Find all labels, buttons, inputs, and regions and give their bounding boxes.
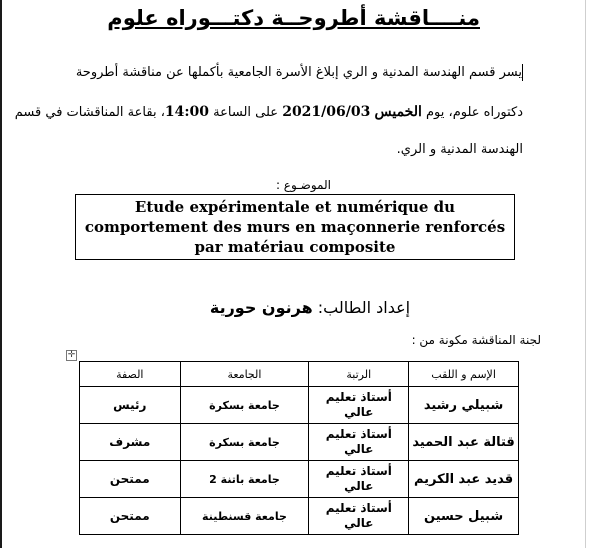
subject-box <box>75 194 515 260</box>
table-row <box>80 387 519 424</box>
header-university: الجامعة <box>180 362 309 387</box>
member-university: جامعة بسكرة <box>180 387 309 424</box>
member-role: رئيس <box>80 387 181 424</box>
defense-time: 14:00 <box>164 104 210 120</box>
member-role: ممتحن <box>80 498 181 535</box>
header-role: الصفة <box>80 362 181 387</box>
member-role: ممتحن <box>80 461 181 498</box>
member-name: شبيل حسين <box>409 498 519 535</box>
member-university: جامعة باتنة 2 <box>180 461 309 498</box>
text-cursor <box>522 64 523 81</box>
page-left-border <box>0 0 2 548</box>
member-university: جامعة قسنطينة <box>180 498 309 535</box>
member-name: قتالة عبد الحميد <box>409 424 519 461</box>
member-role: مشرف <box>80 424 181 461</box>
author-label: إعداد الطالب: <box>317 298 411 317</box>
announcement-line-2 <box>15 104 523 120</box>
jury-header-row <box>80 362 519 387</box>
move-handle-icon[interactable]: ✛ <box>67 350 76 360</box>
member-rank: أستاذ تعليم عالي <box>309 424 409 461</box>
author-line <box>200 298 420 317</box>
defense-date: 2021/06/03 <box>282 104 371 120</box>
page-right-margin-line <box>585 0 586 548</box>
announcement-line-1 <box>76 64 523 81</box>
announcement-text-2c: ، بقاعة المناقشات في قسم <box>14 105 165 120</box>
table-row <box>80 498 519 535</box>
member-name: قديد عبد الكريم <box>409 461 519 498</box>
author-name: هرنون حورية <box>209 298 313 317</box>
member-name: شبيلي رشيد <box>409 387 519 424</box>
header-name: الإسم و اللقب <box>409 362 519 387</box>
member-rank: أستاذ تعليم عالي <box>309 498 409 535</box>
jury-label: لجنة المناقشة مكونة من : <box>411 333 541 347</box>
header-rank: الرتبة <box>309 362 409 387</box>
defense-day: الخميس <box>374 104 422 120</box>
member-university: جامعة بسكرة <box>180 424 309 461</box>
thesis-title: Etude expérimentale et numérique du comportement des murs en maçonnerie renforcés par matériau composite <box>84 198 506 256</box>
member-rank: أستاذ تعليم عالي <box>309 387 409 424</box>
table-row <box>80 424 519 461</box>
subject-label: الموضـوع : <box>275 178 331 192</box>
member-rank: أستاذ تعليم عالي <box>309 461 409 498</box>
page-title: منــــاقشة أطروحــة دكتـــوراه علوم <box>107 6 480 30</box>
announcement-line-3: الهندسة المدنية و الري. <box>396 142 523 157</box>
announcement-text-1: يسر قسم الهندسة المدنية و الري إبلاغ الأسرة الجامعية بأكملها عن مناقشة أطروحة <box>75 65 522 80</box>
jury-table <box>79 361 519 535</box>
announcement-text-2b: على الساعة <box>213 105 279 120</box>
table-row <box>80 461 519 498</box>
announcement-text-2a: دكتوراه علوم، يوم <box>426 105 523 120</box>
